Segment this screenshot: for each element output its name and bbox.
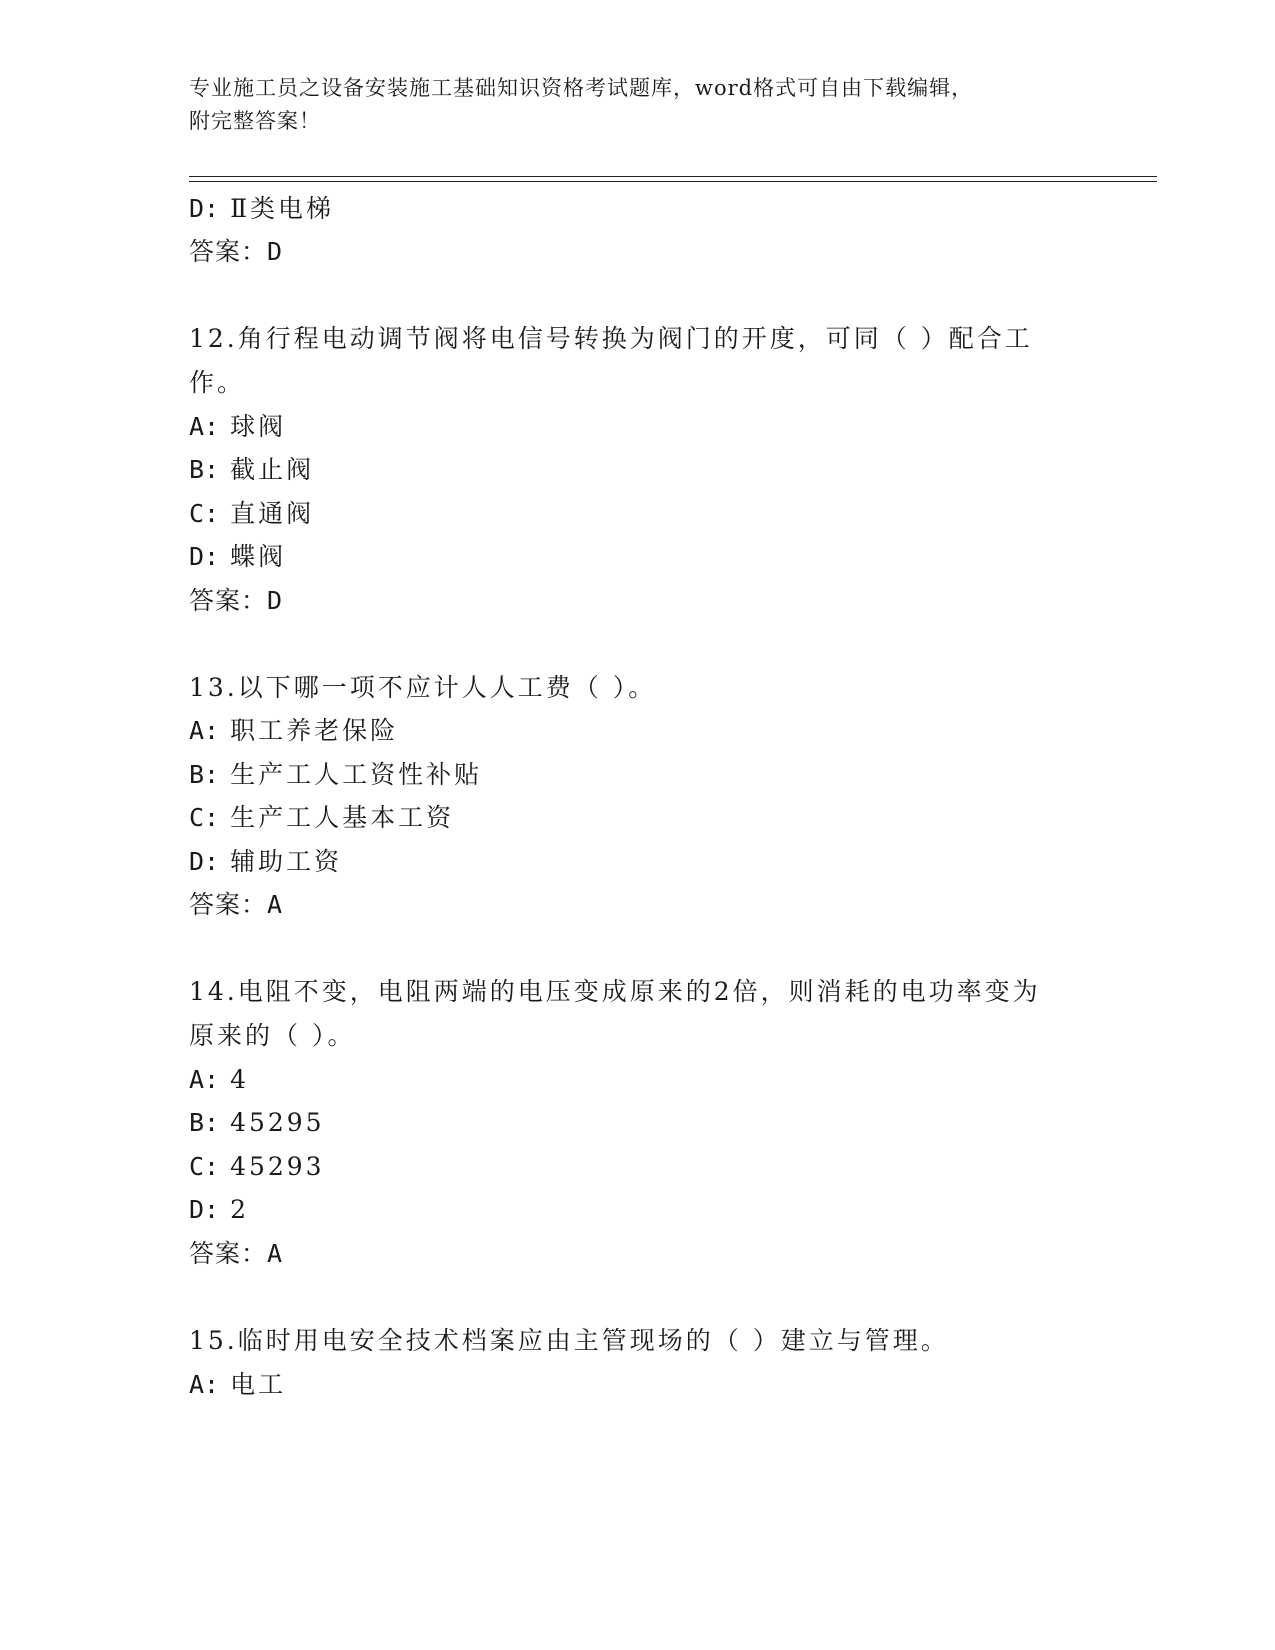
document-header xyxy=(189,72,1089,138)
answer-value: A xyxy=(267,1239,284,1268)
question-stem: 12.角行程电动调节阀将电信号转换为阀门的开度，可同（ ）配合工 xyxy=(189,324,1033,353)
option-text: 截止阀 xyxy=(230,455,315,484)
option-label: B: xyxy=(189,455,220,484)
option-d xyxy=(189,194,334,224)
answer-label: 答案： xyxy=(189,237,268,266)
option-label: D: xyxy=(189,1195,220,1224)
answer-line xyxy=(189,237,283,267)
option-label: B: xyxy=(189,760,220,789)
option-a xyxy=(189,1370,286,1400)
option-d xyxy=(189,542,286,572)
header-divider-bottom xyxy=(189,181,1157,182)
option-text: Ⅱ类电梯 xyxy=(230,194,335,223)
option-b xyxy=(189,1108,325,1138)
answer-line xyxy=(189,1239,283,1269)
answer-label: 答案： xyxy=(189,586,268,615)
option-b xyxy=(189,760,482,790)
option-text: 45293 xyxy=(230,1152,325,1181)
option-text: 球阀 xyxy=(230,412,287,441)
option-a xyxy=(189,412,286,442)
question-stem-cont: 原来的（ ）。 xyxy=(189,1021,356,1050)
option-label: C: xyxy=(189,499,220,528)
option-a xyxy=(189,716,398,746)
option-label: D: xyxy=(189,847,220,876)
option-text: 45295 xyxy=(230,1108,325,1137)
option-text: 2 xyxy=(230,1195,249,1224)
option-label: D: xyxy=(189,542,220,571)
answer-label: 答案： xyxy=(189,1239,268,1268)
question-stem-cont: 作。 xyxy=(189,368,246,397)
option-d xyxy=(189,1195,249,1225)
option-text: 直通阀 xyxy=(230,499,315,528)
header-line-1: 专业施工员之设备安装施工基础知识资格考试题库，word格式可自由下载编辑， xyxy=(189,76,974,100)
option-b xyxy=(189,455,314,485)
question-stem: 15.临时用电安全技术档案应由主管现场的（ ）建立与管理。 xyxy=(189,1326,949,1355)
question-stem: 14.电阻不变，电阻两端的电压变成原来的2倍，则消耗的电功率变为 xyxy=(189,977,1041,1006)
option-c xyxy=(189,803,454,833)
option-d xyxy=(189,847,342,877)
option-label: C: xyxy=(189,1152,220,1181)
option-text: 生产工人基本工资 xyxy=(230,803,455,832)
option-text: 生产工人工资性补贴 xyxy=(230,760,483,789)
option-text: 辅助工资 xyxy=(230,847,343,876)
header-divider-top xyxy=(189,176,1157,177)
option-text: 职工养老保险 xyxy=(230,716,399,745)
option-a xyxy=(189,1065,249,1095)
answer-line xyxy=(189,586,283,616)
option-label: A: xyxy=(189,1065,220,1094)
answer-label: 答案： xyxy=(189,890,268,919)
answer-value: D xyxy=(267,237,284,266)
option-label: D: xyxy=(189,194,220,223)
option-label: A: xyxy=(189,412,220,441)
answer-line xyxy=(189,890,283,920)
option-c xyxy=(189,1152,325,1182)
answer-value: D xyxy=(267,586,284,615)
option-label: A: xyxy=(189,1370,220,1399)
header-line-2: 附完整答案！ xyxy=(189,109,321,133)
option-label: A: xyxy=(189,716,220,745)
option-text: 蝶阀 xyxy=(230,542,287,571)
option-label: C: xyxy=(189,803,220,832)
answer-value: A xyxy=(267,890,284,919)
option-text: 电工 xyxy=(230,1370,287,1399)
option-c xyxy=(189,499,314,529)
option-label: B: xyxy=(189,1108,220,1137)
question-stem: 13.以下哪一项不应计人人工费（ ）。 xyxy=(189,673,657,702)
option-text: 4 xyxy=(230,1065,249,1094)
